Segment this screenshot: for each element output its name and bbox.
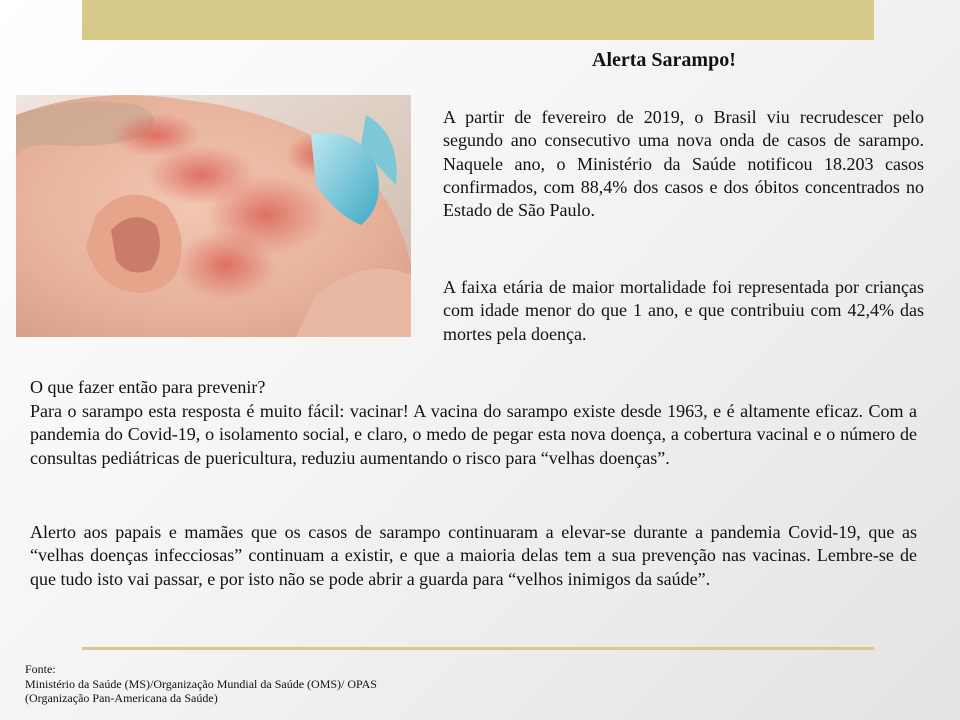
- alert-parents-paragraph: Alerto aos papais e mamães que os casos de sarampo continuaram a elevar-se durante a pandemia Covid-19, que as “velhas doenças infecciosas” continuam a existir, e que a maioria delas tem a sua prevenção nas vacinas. Lembre-se de que tudo isto vai passar, e por isto não se pode abrir a guarda para “velhos inimigos da saúde”.: [30, 522, 917, 589]
- mortality-paragraph: A faixa etária de maior mortalidade foi representada por crianças com idade menor do que 1 ano, e que contribuiu com 42,4% das mortes pela doença.: [443, 277, 924, 344]
- vaccination-paragraph: Para o sarampo esta resposta é muito fácil: vacinar! A vacina do sarampo existe desde 1963, e é altamente eficaz. Com a pandemia do Covid-19, o isolamento social, e claro, o medo de pegar esta nova doença, a cobertura vacinal e o número de consultas pediátricas de puericultura, reduziu aumentando o risco para “velhas doenças”.: [30, 401, 917, 468]
- source-citation: [25, 662, 377, 706]
- source-label: Fonte:: [25, 662, 56, 676]
- baby-measles-photo: [16, 95, 411, 337]
- bottom-divider: [82, 647, 874, 650]
- page-title: Alerta Sarampo!: [592, 49, 736, 71]
- source-line-1: Ministério da Saúde (MS)/Organização Mundial da Saúde (OMS)/ OPAS: [25, 676, 377, 691]
- intro-paragraph: A partir de fevereiro de 2019, o Brasil viu recrudescer pelo segundo ano consecutivo uma nova onda de casos de sarampo. Naquele ano, o Ministério da Saúde notificou 18.203 casos confirmados, com 88,4% dos casos e dos óbitos concentrados no Estado de São Paulo.: [443, 107, 924, 221]
- prevention-question: O que fazer então para prevenir?: [30, 377, 266, 397]
- source-line-2: (Organização Pan-Americana da Saúde): [25, 691, 218, 705]
- top-accent-band: [82, 0, 874, 40]
